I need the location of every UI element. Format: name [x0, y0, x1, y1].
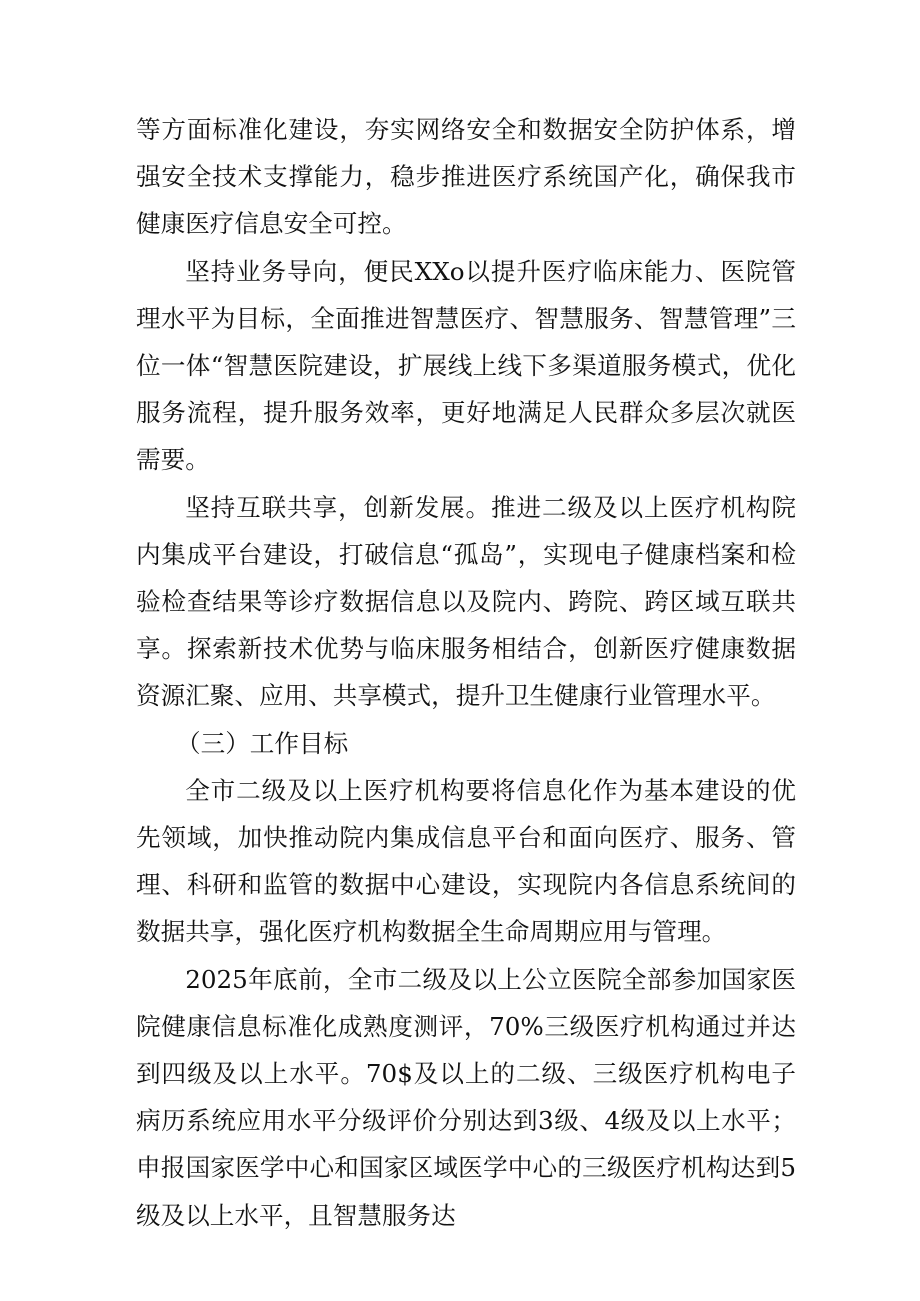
- paragraph-interconnection-sharing: 坚持互联共享，创新发展。推进二级及以上医疗机构院内集成平台建设，打破信息“孤岛”，实现电子健康档案和检验检查结果等诊疗数据信息以及院内、跨院、跨区域互联共享。探索新技术优势与临床服务相结合，创新医疗健康数据资源汇聚、应用、共享模式，提升卫生健康行业管理水平。: [136, 492, 796, 711]
- section-heading-work-goals: （三）工作目标: [176, 728, 349, 758]
- document-page: [136, 106, 796, 1239]
- paragraph-priority-informatization: 全市二级及以上医疗机构要将信息化作为基本建设的优先领域，加快推动院内集成信息平台和面向医疗、服务、管理、科研和监管的数据中心建设，实现院内各信息系统间的数据共享，强化医疗机构数据全生命周期应用与管理。: [136, 775, 796, 947]
- paragraph-business-orientation: 坚持业务导向，便民XXo以提升医疗临床能力、医院管理水平为目标，全面推进智慧医疗、智慧服务、智慧管理”三位一体“智慧医院建设，扩展线上线下多渠道服务模式，优化服务流程，提升服务效率，更好地满足人民群众多层次就医需要。: [136, 256, 796, 475]
- paragraph-security-continuation: 等方面标准化建设，夯实网络安全和数据安全防护体系，增强安全技术支撑能力，稳步推进医疗系统国产化，确保我市健康医疗信息安全可控。: [136, 115, 796, 239]
- paragraph-2025-targets: 2025年底前，全市二级及以上公立医院全部参加国家医院健康信息标准化成熟度测评，70%三级医疗机构通过并达到四级及以上水平。70$及以上的二级、三级医疗机构电子病历系统应用水平分级评价分别达到3级、4级及以上水平；申报国家医学中心和国家区域医学中心的三级医疗机构达到5级及以上水平，且智慧服务达: [136, 964, 796, 1230]
